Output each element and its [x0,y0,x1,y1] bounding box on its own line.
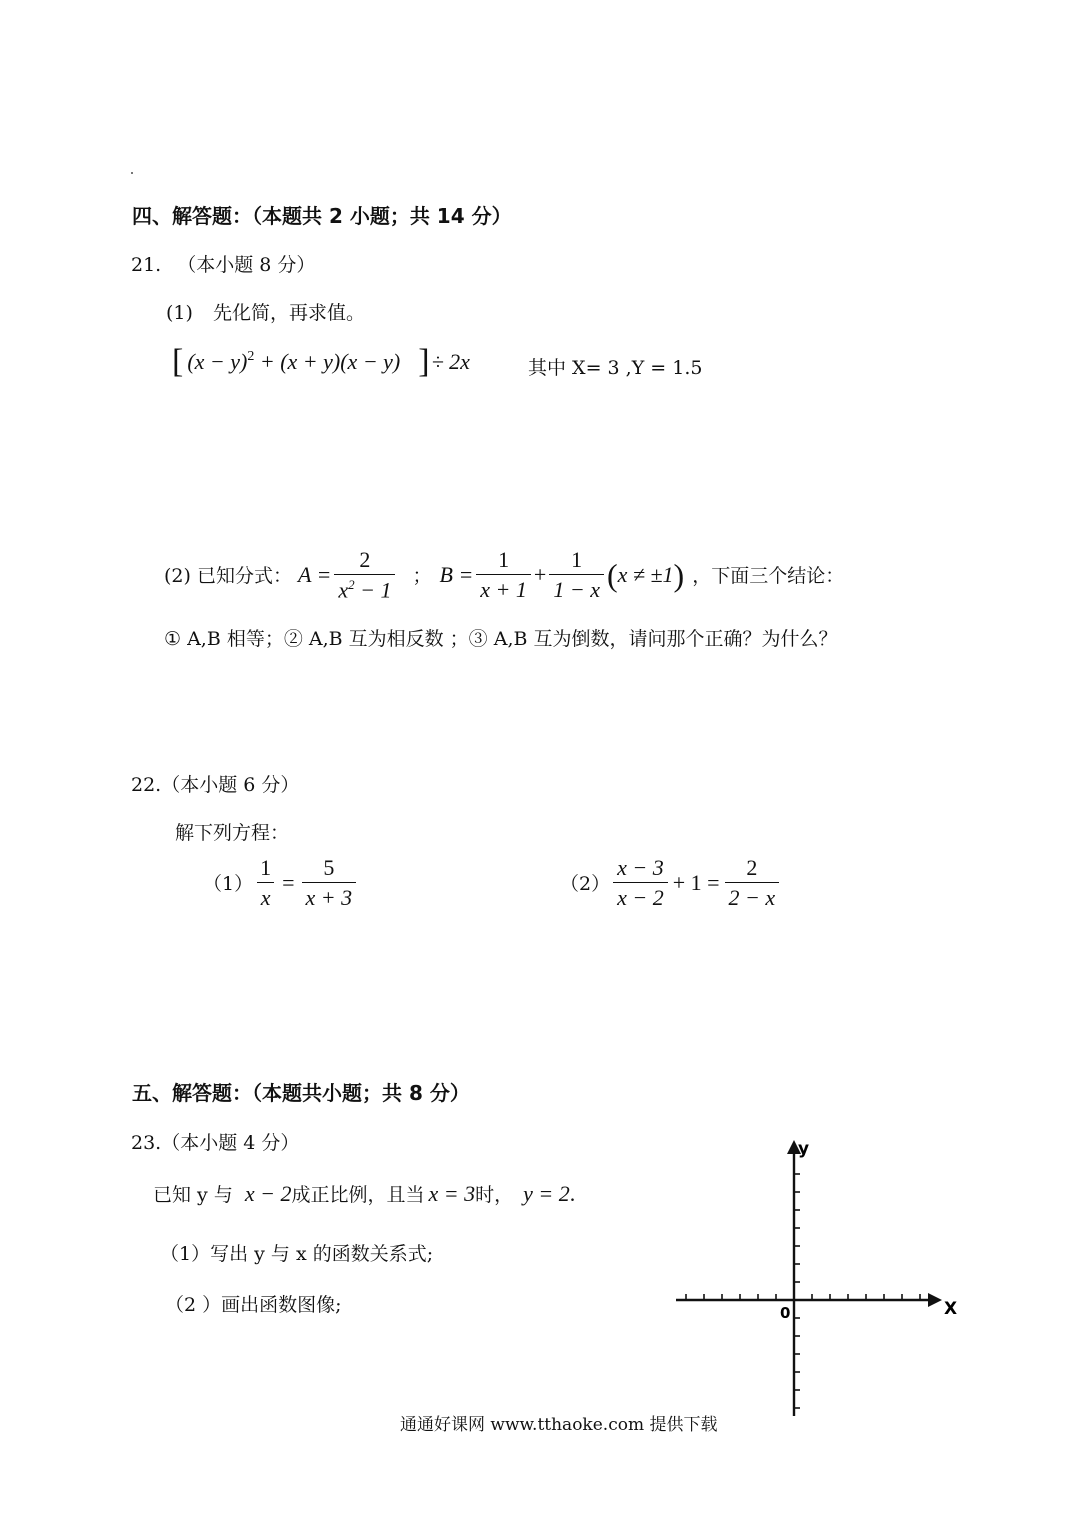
y-axis-label: y [798,1139,810,1159]
footer-text: 通通好课网 www.tthaoke.com 提供下载 [400,1415,718,1435]
q23-statement [153,1180,575,1207]
eq2-rhs-fraction [725,856,780,909]
eq1-rhs-fraction [302,856,357,909]
q21-part2-line [164,548,844,602]
cond-right-paren: ) [673,556,685,593]
eq2-rhs-num: 2 [746,855,758,880]
statement-d: x = 3 [428,1180,476,1206]
eq1-lhs-num: 1 [260,855,272,880]
fraction-b1-numerator: 1 [498,547,510,573]
q21-part1-expression [172,345,470,379]
right-bracket: ] [418,343,430,380]
section-4-title: 四、解答题：（本题共 2 小题；共 14 分） [132,204,512,228]
q21-part1-instruction: 先化简，再求值。 [212,302,365,324]
scan-dot [131,172,133,174]
fraction-a [334,548,395,602]
eq2-lhs-fraction [613,856,668,909]
a-den-rest: − 1 [354,577,392,603]
expr-term-1: (x − y) [187,349,248,374]
q21-part1-line [166,298,365,325]
q21-conclusions: ① A,B 相等；② A,B 互为相反数 ；③ A,B 互为倒数，请问那个正确？为什么？ [164,628,838,650]
q21-part2-tail: ，下面三个结论： [692,565,845,588]
fraction-b2 [549,548,604,601]
q23-points: （本小题 4 分） [161,1132,300,1154]
q22-equation-2 [560,856,782,909]
q21-part1-label: (1) [166,302,193,324]
q23-task-2: （2 ）画出函数图像; [165,1294,342,1316]
a-den-x: x [338,577,349,603]
separator: ； [412,565,432,588]
coordinate-axes [670,1132,980,1422]
q22-equation-1 [203,856,359,909]
eq2-lhs-den: x − 2 [613,882,668,909]
q21-points: （本小题 8 分） [177,254,316,276]
origin-label: 0 [780,1304,791,1322]
q21-number: 21. [131,254,162,276]
eq2-lhs-num: x − 3 [617,855,664,880]
a-den-exp: 2 [348,577,355,593]
eq1-equals: = [282,869,295,895]
statement-b: x − 2 [244,1180,292,1206]
statement-a: 已知 y 与 [153,1184,233,1206]
q22-instruction: 解下列方程： [175,822,290,844]
domain-condition: x ≠ ±1 [617,561,674,587]
q22-header [131,770,299,797]
axis-ticks [686,1174,920,1408]
a-lhs: A = [297,561,332,587]
eq2-label: （2） [560,873,611,896]
eq1-rhs-den: x + 3 [302,882,357,909]
expr-exponent: 2 [247,349,255,364]
cond-left-paren: ( [606,556,618,593]
eq2-rhs-den: 2 − x [725,882,780,909]
eq1-lhs-den: x [257,882,275,909]
eq1-label: （1） [203,873,254,896]
statement-c: 成正比例，且当 [291,1184,425,1206]
q21-part1-condition: 其中 X= 3 ,Y = 1.5 [528,357,703,379]
eq1-lhs-fraction [256,856,275,909]
expr-term-2: + (x + y)(x − y) [254,349,401,374]
q22-number: 22. [131,774,162,796]
q21-header [131,250,315,277]
x-axis-arrow [928,1293,942,1307]
fraction-a-numerator: 2 [359,547,371,572]
fraction-b1 [476,548,531,601]
q22-points: （本小题 6 分） [161,774,300,796]
plus-sign: + [533,561,547,587]
eq2-plus-one: + 1 = [672,869,720,895]
q23-number: 23. [131,1132,162,1154]
b-lhs: B = [439,561,474,587]
x-axis-label: X [944,1299,958,1319]
eq1-rhs-num: 5 [323,855,335,880]
q23-header [131,1128,299,1155]
left-bracket: [ [172,343,184,380]
fraction-b1-denominator: x + 1 [476,574,531,601]
fraction-b2-numerator: 1 [571,547,583,573]
statement-e: 时， [475,1184,514,1206]
statement-g: . [569,1180,576,1206]
statement-f: y = 2 [523,1180,570,1206]
expr-divide: ÷ 2x [431,349,470,374]
q21-part2-lead: (2) 已知分式： [164,565,292,588]
fraction-b2-denominator: 1 − x [549,574,604,601]
fraction-a-denominator [334,574,395,601]
q23-task-1: （1）写出 y 与 x 的函数关系式; [160,1243,434,1265]
section-5-title: 五、解答题：（本题共小题；共 8 分） [132,1081,470,1105]
